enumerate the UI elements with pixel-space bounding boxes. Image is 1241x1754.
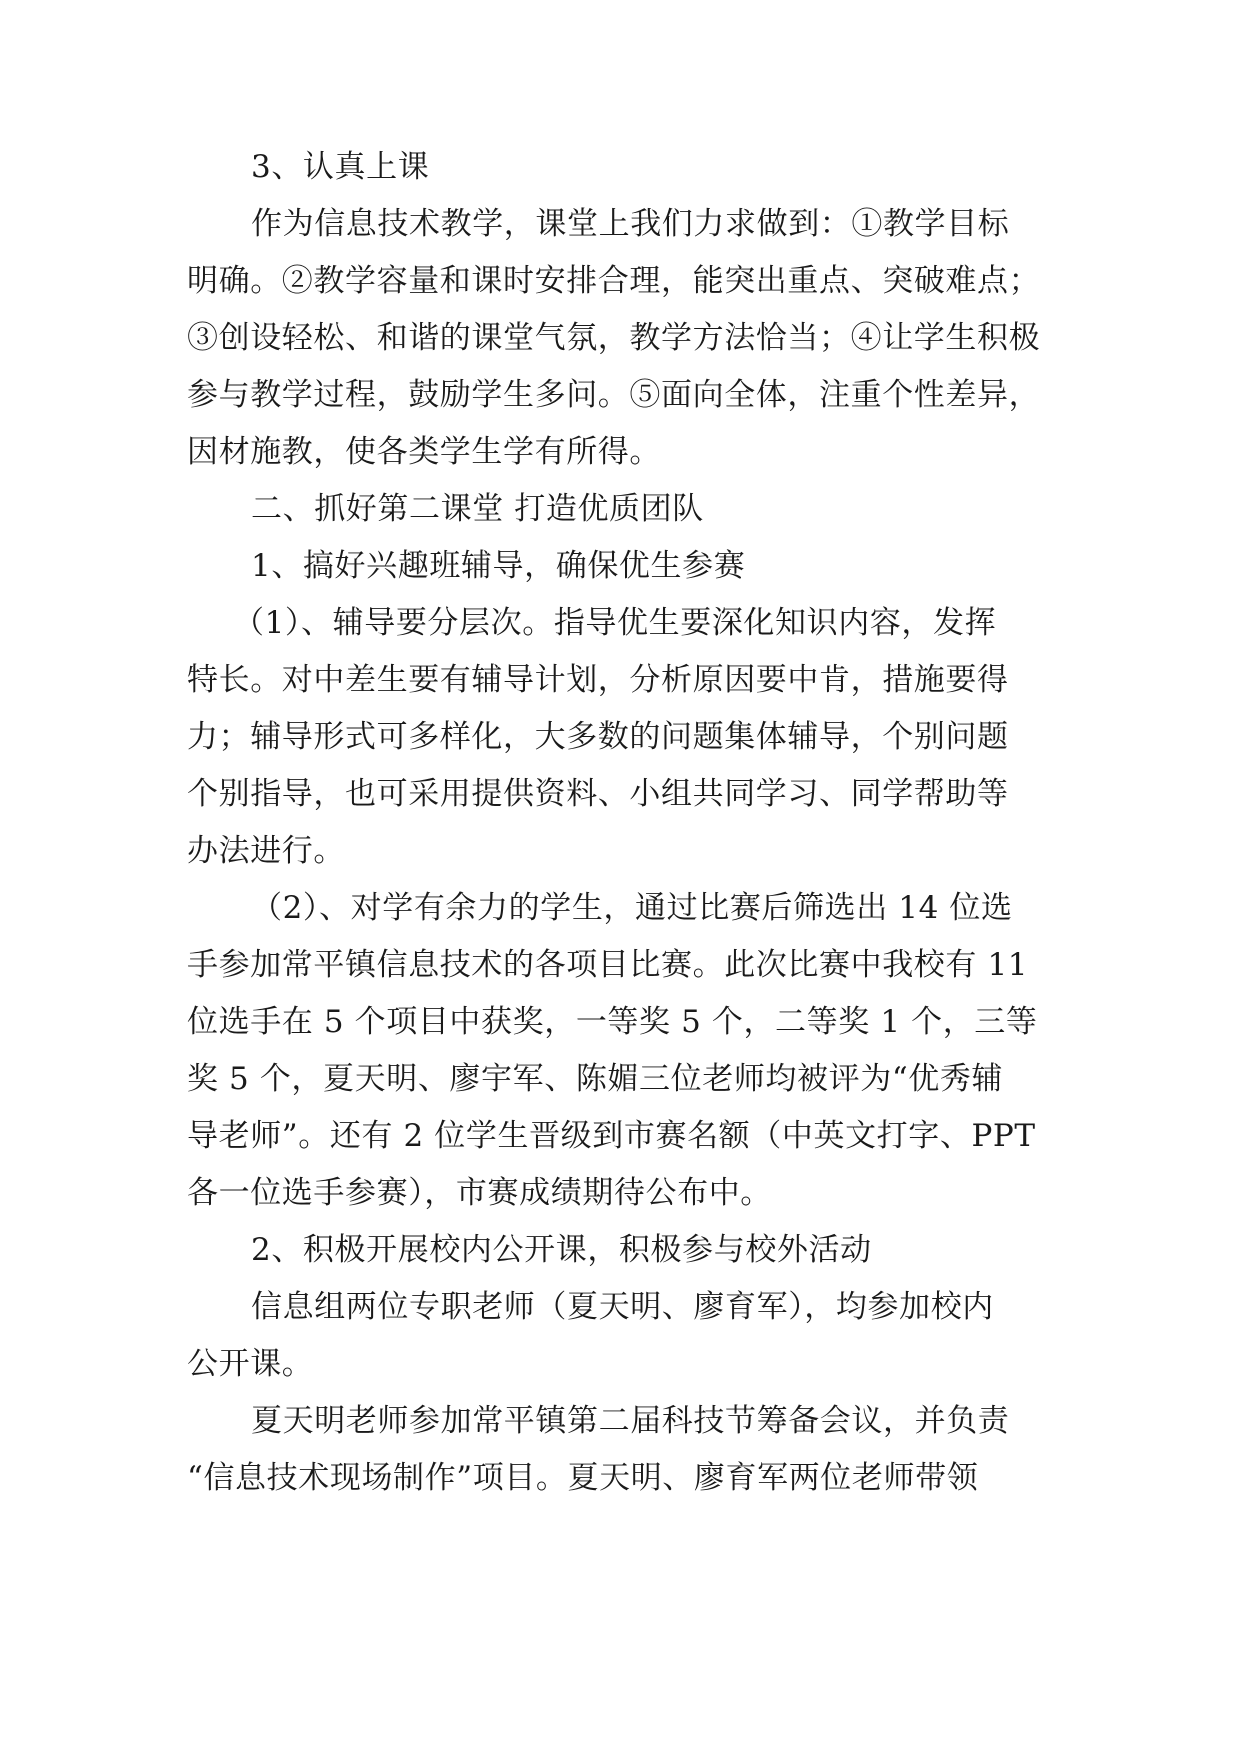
paragraph-line: 位选手在 5 个项目中获奖，一等奖 5 个，二等奖 1 个，三等 [187, 1004, 1038, 1040]
section-heading-2: 二、抓好第二课堂 打造优质团队 [251, 491, 704, 527]
paragraph-line: 各一位选手参赛），市赛成绩期待公布中。 [187, 1175, 772, 1211]
subsection-heading-2: 2、积极开展校内公开课，积极参与校外活动 [251, 1232, 872, 1268]
paragraph-line: 特长。对中差生要有辅导计划，分析原因要中肯，措施要得 [187, 662, 1009, 698]
paragraph-line: 导老师”。还有 2 位学生晋级到市赛名额（中英文打字、PPT [187, 1118, 1036, 1154]
paragraph-line: 明确。②教学容量和课时安排合理，能突出重点、突破难点； [187, 263, 1041, 299]
paragraph-line: 个别指导，也可采用提供资料、小组共同学习、同学帮助等 [187, 776, 1009, 812]
paragraph-line: 因材施教，使各类学生学有所得。 [187, 434, 661, 470]
paragraph-line: 公开课。 [187, 1346, 314, 1382]
paragraph-line: 作为信息技术教学，课堂上我们力求做到：①教学目标 [251, 206, 1010, 242]
paragraph-line: 信息组两位专职老师（夏天明、廖育军），均参加校内 [251, 1289, 994, 1325]
paragraph-line: 奖 5 个，夏天明、廖宇军、陈媚三位老师均被评为“优秀辅 [187, 1061, 1004, 1097]
paragraph-line: 参与教学过程，鼓励学生多问。⑤面向全体，注重个性差异， [187, 377, 1041, 413]
subsection-heading-1: 1、搞好兴趣班辅导，确保优生参赛 [251, 548, 746, 584]
paragraph-line: 力；辅导形式可多样化，大多数的问题集体辅导，个别问题 [187, 719, 1009, 755]
paragraph-line: “信息技术现场制作”项目。夏天明、廖育军两位老师带领 [187, 1460, 979, 1496]
paragraph-line: ③创设轻松、和谐的课堂气氛，教学方法恰当；④让学生积极 [187, 320, 1041, 356]
paragraph-line: 办法进行。 [187, 833, 345, 869]
paragraph-line: （2）、对学有余力的学生，通过比赛后筛选出 14 位选 [251, 890, 1013, 926]
section-heading-3: 3、认真上课 [251, 149, 430, 185]
paragraph-line: （1）、辅导要分层次。指导优生要深化知识内容，发挥 [233, 605, 997, 641]
paragraph-line: 夏天明老师参加常平镇第二届科技节筹备会议，并负责 [251, 1403, 1010, 1439]
paragraph-line: 手参加常平镇信息技术的各项目比赛。此次比赛中我校有 11 [187, 947, 1029, 983]
